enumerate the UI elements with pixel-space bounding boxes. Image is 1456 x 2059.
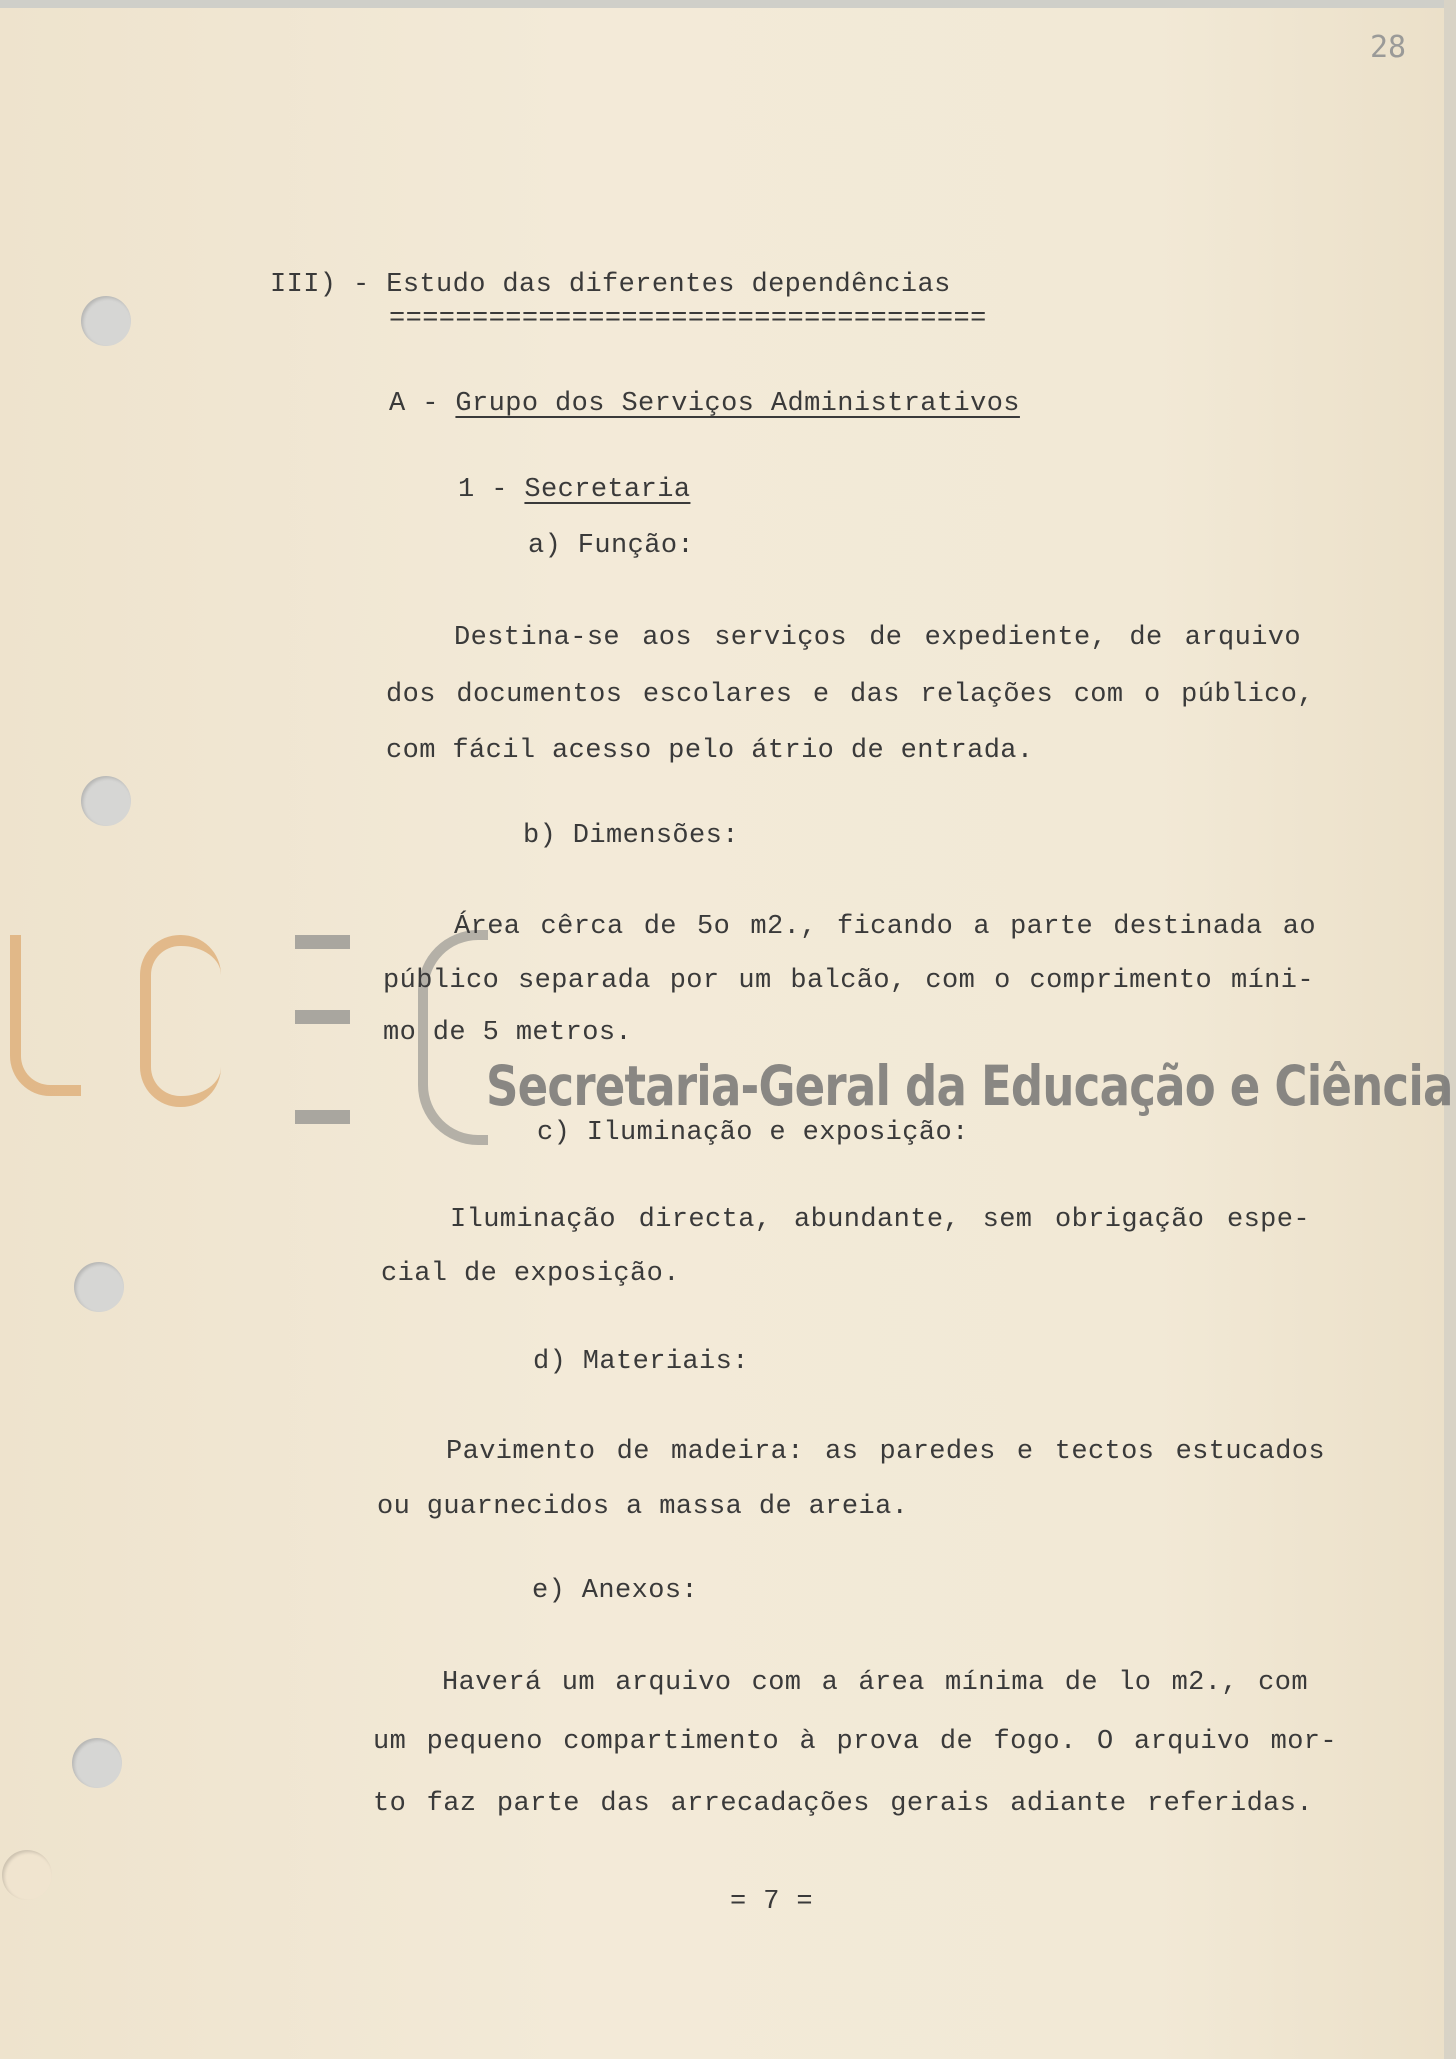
group-heading: A - Grupo dos Serviços Administrativos	[389, 389, 1020, 419]
subsection-heading: 1 - Secretaria	[458, 475, 691, 505]
paragraph-line: público separada por um balcão, com o comprimento míni-	[383, 966, 1314, 996]
paragraph-line: Haverá um arquivo com a área mínima de lo m2., com	[442, 1668, 1308, 1698]
page-number-stamp: 28	[1370, 30, 1407, 65]
punch-hole	[81, 296, 131, 346]
scan-top-edge	[0, 0, 1456, 8]
punch-hole	[72, 1738, 122, 1788]
paragraph-line: Destina-se aos serviços de expediente, de arquivo	[454, 623, 1301, 653]
item-label-b: b) Dimensões:	[523, 821, 739, 851]
paragraph-line: Iluminação directa, abundante, sem obrigação espe-	[450, 1205, 1310, 1235]
paragraph-line: to faz parte das arrecadações gerais adiante referidas.	[373, 1789, 1313, 1819]
punch-hole	[2, 1850, 52, 1900]
paragraph-line: um pequeno compartimento à prova de fogo. O arquivo mor-	[373, 1727, 1337, 1757]
paragraph-line: cial de exposição.	[381, 1259, 680, 1289]
section-heading: III) - Estudo das diferentes dependências	[270, 270, 951, 300]
punch-hole	[74, 1262, 124, 1312]
paragraph-line: Pavimento de madeira: as paredes e tectos estucados	[446, 1437, 1325, 1467]
watermark-text: Secretaria-Geral da Educação e Ciência	[486, 1054, 1453, 1118]
item-label-e: e) Anexos:	[532, 1576, 699, 1606]
scan-right-edge	[1444, 0, 1456, 2059]
paragraph-line: Área cêrca de 5o m2., ficando a parte destinada ao	[454, 912, 1316, 942]
footer-page-number: = 7 =	[730, 1887, 814, 1917]
item-label-d: d) Materiais:	[533, 1347, 749, 1377]
heading-double-rule: ====================================	[389, 304, 987, 334]
paragraph-line: mo de 5 metros.	[383, 1018, 633, 1048]
punch-hole	[81, 776, 131, 826]
item-label-c: c) Iluminação e exposição:	[537, 1118, 969, 1148]
paragraph-line: ou guarnecidos a massa de areia.	[377, 1492, 909, 1522]
paragraph-line: com fácil acesso pelo átrio de entrada.	[386, 736, 1034, 766]
paragraph-line: dos documentos escolares e das relações com o público,	[386, 680, 1314, 710]
item-label-a: a) Função:	[528, 531, 695, 561]
